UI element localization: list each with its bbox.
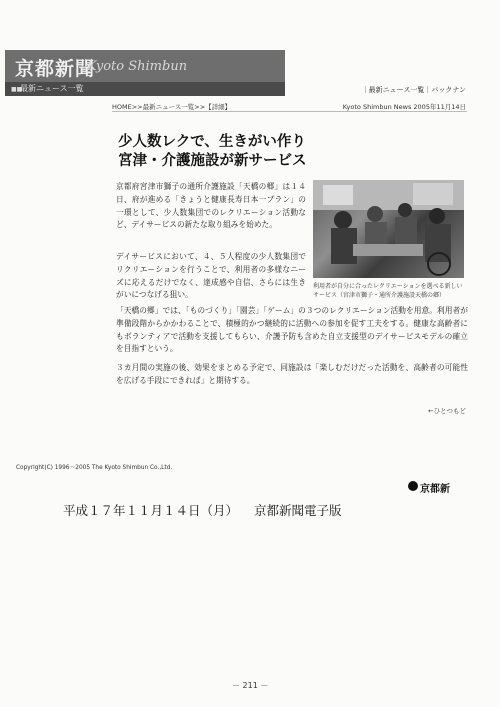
footer-date: 平成１７年１１月１４日（月） — [63, 503, 239, 518]
masthead-logo[interactable]: 京都新聞 — [15, 58, 96, 80]
page-number: － 211 － — [232, 681, 269, 690]
masthead-banner — [5, 50, 285, 82]
headline-line-2: 宮津・介護施設が新サービス — [118, 153, 307, 169]
footer-stamp — [63, 501, 342, 519]
breadcrumb[interactable]: HOME>>最新ニュース一覧>>【詳細】 — [112, 103, 232, 111]
photo-caption: 利用者が自分に合ったレクリエーションを選べる新しいサービス（宮津市獅子・通所介護施設天橋の郷） — [313, 283, 463, 299]
footer-paper: 京都新聞電子版 — [254, 503, 342, 518]
article-paragraph-1: 京都府宮津市獅子の通所介護施設「天橋の郷」は１４日、府が進める「きょうと健康長寿日本一プラン」の一環として、少人数集団でのレクリエーション活動など、デイサービスの新たな取り組みを始めた。 — [116, 182, 306, 230]
brand-logo-icon — [408, 481, 418, 491]
divider — [112, 111, 467, 112]
section-bar — [5, 82, 285, 96]
article-photo — [313, 180, 464, 278]
article-headline — [118, 133, 307, 171]
brand-logo-text: 京都新 — [420, 484, 450, 495]
section-label[interactable]: 最新ニュース一覧 — [20, 84, 84, 93]
bullet-icon: ■■ — [11, 86, 23, 93]
article-paragraph-2: デイサービスにおいて、４、５人程度の少人数集団でリクリエーションを行うことで、利用者の多様なニーズに応えるだけでなく、達成感や自信、さらには生きがいにつなげる狙い。 — [116, 252, 306, 300]
copyright: Copyright(C) 1996～2005 The Kyoto Shimbun Co.,Ltd. — [16, 465, 173, 471]
top-nav-links[interactable]: ｜最新ニュース一覧｜バックナン — [361, 86, 466, 94]
headline-line-1: 少人数レクで、生きがい作り — [118, 134, 306, 150]
back-link[interactable]: ←ひとつもど — [428, 407, 466, 415]
dateline: Kyoto Shimbun News 2005年11月14日 — [342, 103, 466, 111]
article-paragraph-4: ３カ月間の実施の後、効果をまとめる予定で、同施設は「楽しむだけだった活動を、高齢者の可能性を広げる手段にできれば」と期待する。 — [116, 363, 468, 385]
article-paragraph-3: 「天橋の郷」では、「ものづくり」「園芸」「ゲーム」の３つのレクリエーション活動を用意。利用者が準備段階からかかわることで、積極的かつ継続的に活動への参加を促す工夫をする。健康な高齢者にもボランティアで活動を支援してもらい、介護予防も含めた自立支援型のデイサービスモデルの確立を目指すという。 — [116, 306, 468, 354]
masthead-logo-english: Kyoto Shimbun — [87, 59, 188, 74]
